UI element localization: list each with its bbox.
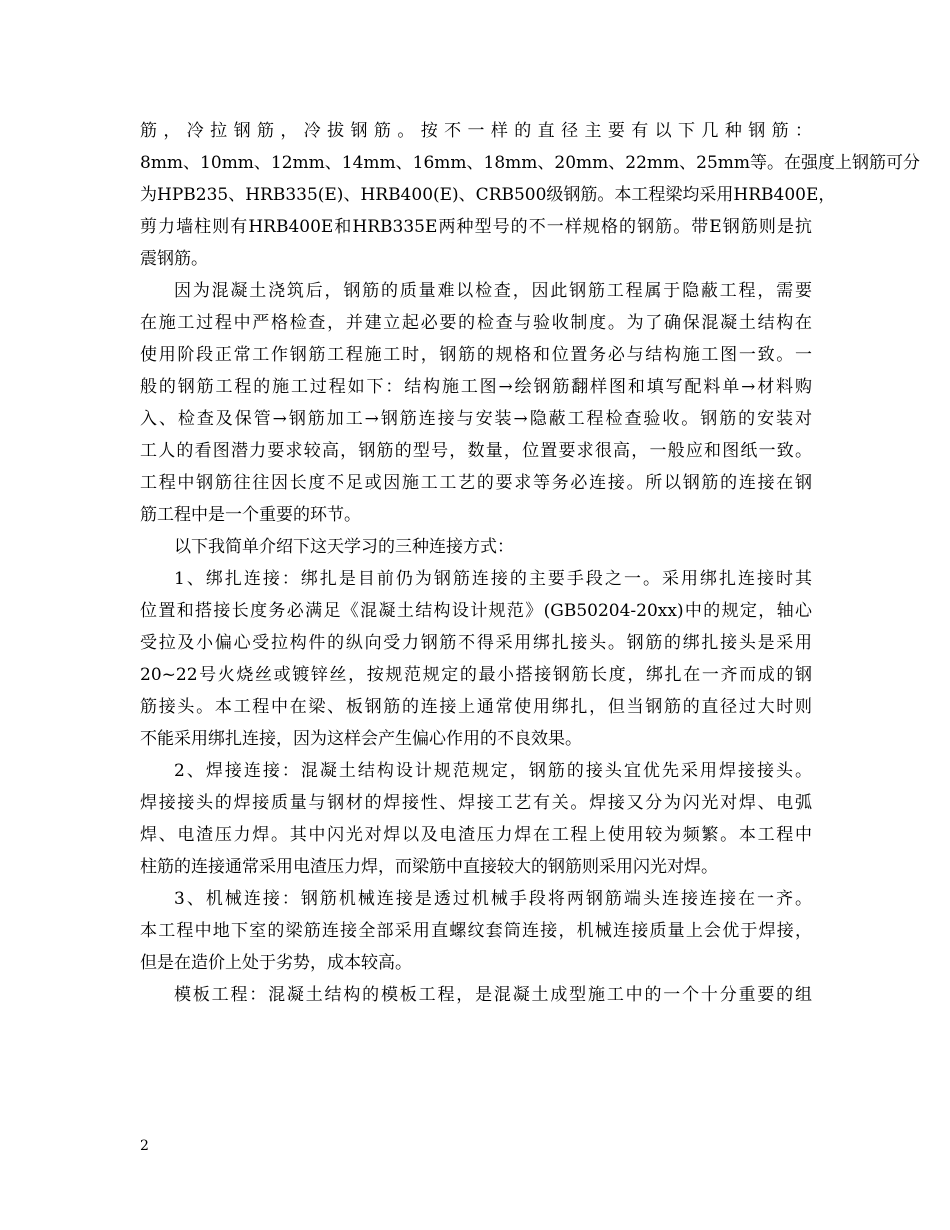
text-line: 剪力墙柱则有HRB400E和HRB335E两种型号的不一样规格的钢筋。带E钢筋则是抗 [140,217,812,237]
text-line: 因为混凝土浇筑后，钢筋的质量难以检查，因此钢筋工程属于隐蔽工程，需要 [174,281,812,301]
page-number: 2 [140,1138,149,1154]
text-line: 本工程中地下室的梁筋连接全部采用直螺纹套筒连接，机械连接质量上会优于焊接， [140,921,812,941]
text-line: 工程中钢筋往往因长度不足或因施工工艺的要求等务必连接。所以钢筋的连接在钢 [140,473,812,493]
text-line: 受拉及小偏心受拉构件的纵向受力钢筋不得采用绑扎接头。钢筋的绑扎接头是采用 [140,633,812,653]
text-line: 模板工程：混凝土结构的模板工程，是混凝土成型施工中的一个十分重要的组 [174,985,812,1005]
text-line: 使用阶段正常工作钢筋工程施工时，钢筋的规格和位置务必与结构施工图一致。一 [140,345,812,365]
text-line: 筋接头。本工程中在梁、板钢筋的连接上通常使用绑扎，但当钢筋的直径过大时则 [140,697,812,717]
text-line: 20~22号火烧丝或镀锌丝，按规范规定的最小搭接钢筋长度，绑扎在一齐而成的钢 [140,665,812,685]
text-line: 筋工程中是一个重要的环节。 [140,505,361,525]
text-line: 8mm、10mm、12mm、14mm、16mm、18mm、20mm、22mm、25mm等。在强度上钢筋可分 [140,153,921,173]
text-line: 为HPB235、HRB335(E)、HRB400(E)、CRB500级钢筋。本工程梁均采用HRB400E， [140,185,836,205]
text-line: 3、机械连接：钢筋机械连接是透过机械手段将两钢筋端头连接连接在一齐。 [174,889,812,909]
text-line: 不能采用绑扎连接，因为这样会产生偏心作用的不良效果。 [140,729,582,749]
text-line: 2、焊接连接：混凝土结构设计规范规定，钢筋的接头宜优先采用焊接接头。 [174,761,812,781]
text-line: 位置和搭接长度务必满足《混凝土结构设计规范》(GB50204-20xx)中的规定，轴心 [140,601,812,621]
text-line: 焊接接头的焊接质量与钢材的焊接性、焊接工艺有关。焊接又分为闪光对焊、电弧 [140,793,812,813]
text-line: 在施工过程中严格检查，并建立起必要的检查与验收制度。为了确保混凝土结构在 [140,313,812,333]
text-line: 般的钢筋工程的施工过程如下：结构施工图→绘钢筋翻样图和填写配料单→材料购 [140,377,812,397]
text-line: 入、检查及保管→钢筋加工→钢筋连接与安装→隐蔽工程检查验收。钢筋的安装对 [140,409,812,429]
text-line: 焊、电渣压力焊。其中闪光对焊以及电渣压力焊在工程上使用较为频繁。本工程中 [140,825,812,845]
text-line: 柱筋的连接通常采用电渣压力焊，而梁筋中直接较大的钢筋则采用闪光对焊。 [140,857,718,877]
text-line: 工人的看图潜力要求较高，钢筋的型号，数量，位置要求很高，一般应和图纸一致。 [140,441,812,461]
text-line: 以下我简单介绍下这天学习的三种连接方式： [174,537,514,557]
text-line: 震钢筋。 [140,249,208,269]
text-line: 筋，冷拉钢筋，冷拔钢筋。按不一样的直径主要有以下几种钢筋： [140,121,812,141]
text-line: 1、绑扎连接：绑扎是目前仍为钢筋连接的主要手段之一。采用绑扎连接时其 [174,569,812,589]
text-line: 但是在造价上处于劣势，成本较高。 [140,953,412,973]
body-text [140,115,921,1011]
